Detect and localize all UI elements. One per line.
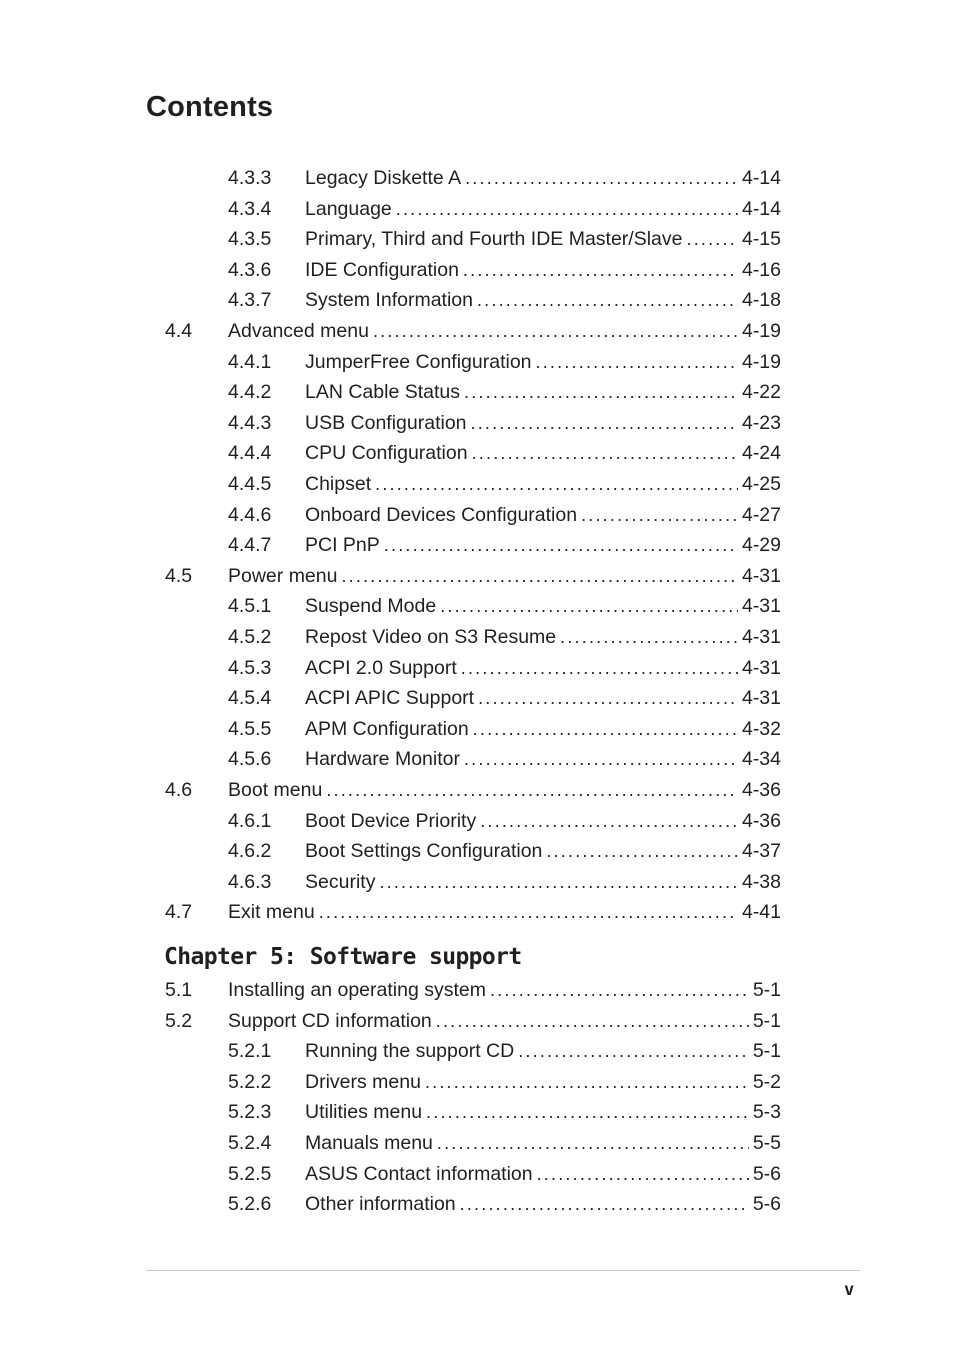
toc-dot-leader xyxy=(473,714,738,744)
toc-dot-leader xyxy=(478,683,738,713)
toc-entry-title: Drivers menu xyxy=(305,1070,421,1093)
toc-entry-number: 5.2.2 xyxy=(228,1070,272,1093)
toc-entry xyxy=(228,163,781,193)
toc-entry-number: 5.2.4 xyxy=(228,1132,272,1154)
toc-entry xyxy=(165,561,781,591)
toc-entry-page: 5-1 xyxy=(752,1040,781,1063)
toc-entry-title: Onboard Devices Configuration xyxy=(305,503,578,526)
toc-dot-leader xyxy=(341,561,738,591)
toc-entry-page: 5-1 xyxy=(752,1009,781,1032)
toc-dot-leader xyxy=(518,1036,749,1066)
toc-dot-leader xyxy=(326,775,738,805)
toc-entry-page: 4-41 xyxy=(741,901,781,924)
toc-entry-page: 4-14 xyxy=(741,197,781,220)
toc-dot-leader xyxy=(477,285,738,315)
toc-entry-number: 4.4.2 xyxy=(228,381,272,404)
toc-entry-number: 4.7 xyxy=(165,901,193,924)
toc-dot-leader xyxy=(384,530,738,560)
toc-dot-leader xyxy=(461,653,738,683)
toc-entry-number: 4.5.5 xyxy=(228,717,272,740)
toc-entry-page: 4-19 xyxy=(741,350,781,373)
toc-entry-title: IDE Configuration xyxy=(305,258,459,281)
toc-dot-leader xyxy=(425,1067,749,1097)
toc-entry-page: 4-31 xyxy=(741,595,781,618)
toc-entry-title: ASUS Contact information xyxy=(305,1162,533,1185)
toc-entry-page: 4-31 xyxy=(741,626,781,648)
toc-dot-leader xyxy=(464,744,738,774)
toc-entry xyxy=(228,194,781,224)
toc-entry-title: Hardware Monitor xyxy=(305,748,460,771)
toc-entry-number: 4.6.1 xyxy=(228,809,272,832)
toc-entry xyxy=(165,775,781,805)
toc-entry xyxy=(228,255,781,285)
toc-entry xyxy=(228,806,781,836)
toc-entry-number: 5.2.6 xyxy=(228,1193,272,1216)
toc-entry-number: 4.4.5 xyxy=(228,473,272,495)
toc-dot-leader xyxy=(440,591,738,621)
toc-entry xyxy=(228,653,781,683)
toc-dot-leader xyxy=(546,836,738,866)
toc-entry-title: LAN Cable Status xyxy=(305,381,461,404)
toc-entry-page: 5-6 xyxy=(752,1162,781,1185)
toc-dot-leader xyxy=(465,163,738,193)
toc-entry xyxy=(165,897,781,927)
toc-entry-page: 4-36 xyxy=(741,809,781,832)
toc-entry-number: 4.5.6 xyxy=(228,748,272,771)
toc-entry-number: 5.1 xyxy=(165,979,193,1001)
toc-entry-page: 4-38 xyxy=(741,870,781,893)
toc-entry xyxy=(228,1189,781,1219)
toc-dot-leader xyxy=(464,377,738,407)
toc-entry-number: 4.5.4 xyxy=(228,687,272,710)
toc-entry-page: 4-31 xyxy=(741,564,781,587)
toc-dot-leader xyxy=(536,347,738,377)
toc-entry-title: Manuals menu xyxy=(305,1132,433,1154)
toc-entry-page: 4-24 xyxy=(741,442,781,465)
toc-entry-page: 4-15 xyxy=(741,228,781,251)
toc-entry xyxy=(228,1067,781,1097)
toc-entry-title: Repost Video on S3 Resume xyxy=(305,626,557,648)
toc-entry-title: Security xyxy=(305,870,376,893)
toc-dot-leader xyxy=(437,1128,749,1158)
toc-dot-leader xyxy=(436,1006,749,1036)
toc-entry-page: 4-22 xyxy=(741,381,781,404)
toc-entry xyxy=(228,408,781,438)
toc-entry-title: ACPI 2.0 Support xyxy=(305,656,457,679)
toc-entry-title: JumperFree Configuration xyxy=(305,350,532,373)
toc-dot-leader xyxy=(319,897,738,927)
toc-dot-leader xyxy=(560,622,738,652)
toc-entry-page: 4-36 xyxy=(741,779,781,801)
toc-entry-title: Language xyxy=(305,197,392,220)
toc-dot-leader xyxy=(471,408,738,438)
toc-entry xyxy=(228,744,781,774)
toc-entry-page: 4-27 xyxy=(741,503,781,526)
page-number: v xyxy=(844,1280,855,1300)
toc-entry-page: 4-32 xyxy=(741,717,781,740)
toc-entry-title: CPU Configuration xyxy=(305,442,468,465)
toc-entry xyxy=(228,469,781,499)
toc-entry-number: 4.5.3 xyxy=(228,656,272,679)
toc-entry xyxy=(228,683,781,713)
toc-dot-leader xyxy=(375,469,738,499)
chapter-heading: Chapter 5: Software support xyxy=(164,944,522,970)
toc-entry-page: 4-18 xyxy=(741,289,781,312)
toc-entry-page: 4-34 xyxy=(741,748,781,771)
toc-entry xyxy=(228,500,781,530)
toc-entry xyxy=(228,530,781,560)
toc-dot-leader xyxy=(480,806,738,836)
toc-entry-number: 4.4.4 xyxy=(228,442,272,465)
toc-entry-page: 4-29 xyxy=(741,534,781,557)
toc-entry-title: Installing an operating system xyxy=(228,979,486,1001)
toc-entry-title: Boot Settings Configuration xyxy=(305,840,543,863)
toc-entry-title: Boot menu xyxy=(228,779,323,801)
toc-entry-title: Support CD information xyxy=(228,1009,432,1032)
footer-divider xyxy=(146,1270,860,1271)
toc-dot-leader xyxy=(581,500,738,530)
toc-entry-title: ACPI APIC Support xyxy=(305,687,475,710)
toc-entry-page: 4-14 xyxy=(741,167,781,189)
toc-entry-page: 4-31 xyxy=(741,687,781,710)
toc-entry-number: 4.6 xyxy=(165,779,193,801)
toc-dot-leader xyxy=(472,438,738,468)
toc-entry-number: 4.4.6 xyxy=(228,503,272,526)
toc-entry-page: 5-1 xyxy=(752,979,781,1001)
toc-entry xyxy=(165,1006,781,1036)
toc-entry xyxy=(228,1097,781,1127)
toc-entry-title: Boot Device Priority xyxy=(305,809,477,832)
toc-entry xyxy=(165,316,781,346)
toc-entry-number: 4.3.4 xyxy=(228,197,272,220)
toc-entry-number: 5.2.3 xyxy=(228,1101,272,1124)
toc-entry-title: Other information xyxy=(305,1193,456,1216)
toc-dot-leader xyxy=(537,1159,749,1189)
toc-dot-leader xyxy=(426,1097,749,1127)
toc-entry-number: 4.3.3 xyxy=(228,167,272,189)
toc-entry-number: 4.5 xyxy=(165,564,193,587)
toc-dot-leader xyxy=(373,316,738,346)
toc-entry xyxy=(228,285,781,315)
toc-entry-number: 4.4.1 xyxy=(228,350,272,373)
toc-dot-leader xyxy=(463,255,738,285)
toc-entry-title: Exit menu xyxy=(228,901,315,924)
toc-entry-number: 5.2.5 xyxy=(228,1162,272,1185)
toc-entry-number: 5.2 xyxy=(165,1009,193,1032)
toc-entry xyxy=(228,1128,781,1158)
toc-entry-number: 4.5.2 xyxy=(228,626,272,648)
toc-entry xyxy=(165,975,781,1005)
toc-dot-leader xyxy=(490,975,749,1005)
toc-entry-title: Legacy Diskette A xyxy=(305,167,462,189)
toc-entry-page: 5-6 xyxy=(752,1193,781,1216)
toc-entry-number: 4.3.5 xyxy=(228,228,272,251)
toc-entry-title: Utilities menu xyxy=(305,1101,423,1124)
toc-entry xyxy=(228,1036,781,1066)
toc-entry-page: 4-25 xyxy=(741,473,781,495)
toc-entry-number: 4.4.3 xyxy=(228,411,272,434)
toc-entry-title: Chipset xyxy=(305,473,372,495)
toc-dot-leader xyxy=(460,1189,749,1219)
toc-entry-title: APM Configuration xyxy=(305,717,469,740)
toc-entry xyxy=(228,377,781,407)
toc-entry xyxy=(228,224,781,254)
toc-entry-number: 5.2.1 xyxy=(228,1040,272,1063)
toc-entry-page: 5-5 xyxy=(752,1132,781,1154)
toc-dot-leader xyxy=(379,867,738,897)
toc-entry xyxy=(228,1159,781,1189)
toc-entry-number: 4.4.7 xyxy=(228,534,272,557)
toc-entry-title: Primary, Third and Fourth IDE Master/Slave xyxy=(305,228,683,251)
toc-entry-number: 4.3.6 xyxy=(228,258,272,281)
toc-entry-number: 4.5.1 xyxy=(228,595,272,618)
toc-entry xyxy=(228,347,781,377)
toc-entry-page: 4-37 xyxy=(741,840,781,863)
toc-entry xyxy=(228,714,781,744)
toc-entry xyxy=(228,622,781,652)
toc-entry-number: 4.3.7 xyxy=(228,289,272,312)
toc-entry-page: 4-31 xyxy=(741,656,781,679)
toc-entry-title: System Information xyxy=(305,289,473,312)
toc-entry-title: Running the support CD xyxy=(305,1040,515,1063)
toc-entry-title: Power menu xyxy=(228,564,338,587)
toc-entry-page: 5-2 xyxy=(752,1070,781,1093)
toc-entry-title: Suspend Mode xyxy=(305,595,437,618)
toc-entry-title: USB Configuration xyxy=(305,411,467,434)
page-title: Contents xyxy=(146,91,274,123)
toc-entry-page: 4-19 xyxy=(741,320,781,342)
toc-dot-leader xyxy=(687,224,738,254)
toc-entry xyxy=(228,438,781,468)
toc-entry-title: PCI PnP xyxy=(305,534,380,557)
toc-entry-page: 4-23 xyxy=(741,411,781,434)
toc-entry-page: 5-3 xyxy=(752,1101,781,1124)
toc-entry-number: 4.6.2 xyxy=(228,840,272,863)
toc-dot-leader xyxy=(396,194,738,224)
toc-entry-number: 4.4 xyxy=(165,320,193,342)
toc-entry-number: 4.6.3 xyxy=(228,870,272,893)
toc-entry-title: Advanced menu xyxy=(228,320,369,342)
toc-entry xyxy=(228,591,781,621)
toc-entry xyxy=(228,867,781,897)
toc-entry xyxy=(228,836,781,866)
toc-entry-page: 4-16 xyxy=(741,258,781,281)
